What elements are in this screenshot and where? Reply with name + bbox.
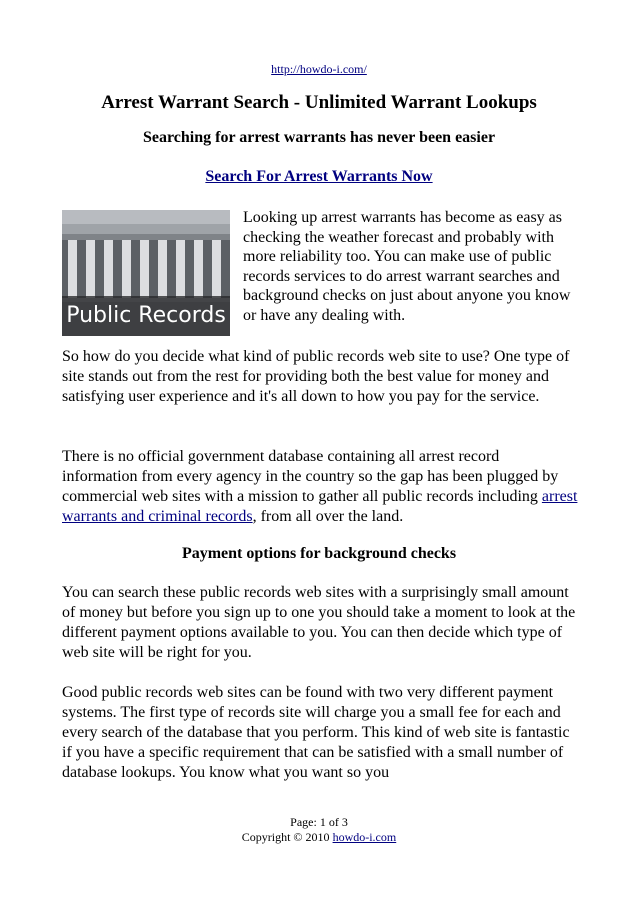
public-records-image <box>62 210 230 336</box>
intro-paragraph: Looking up arrest warrants has become as easy as checking the weather forecast and probably with more reliability too. You can make use of public records services to do arrest warrant searches and background checks on just about anyone you know or have any dealing with. <box>243 209 571 324</box>
arrest-warrants-link[interactable]: arrest warrants and criminal records <box>62 488 578 525</box>
copyright-text: Copyright © 2010 <box>241 830 333 844</box>
paragraph: Good public records web sites can be found with two very different payment systems. The first type of records site will charge you a small fee for each and every search of the database that you perform. This kind of web site is fantastic if you have a specific requirement that can be satisfied with a small number of database lookups. You know what you want so you <box>62 684 570 781</box>
copyright <box>0 830 638 845</box>
footer-site-link[interactable]: howdo-i.com <box>332 830 397 844</box>
site-url-link[interactable]: http://howdo-i.com/ <box>271 62 367 76</box>
page-title: Arrest Warrant Search - Unlimited Warrant Lookups <box>101 92 537 113</box>
paragraph: So how do you decide what kind of public records web site to use? One type of site stands out from the rest for providing both the best value for money and satisfying user experience and it's all down to how you pay for the service. <box>62 348 570 405</box>
page-subtitle: Searching for arrest warrants has never been easier <box>142 129 496 146</box>
page-number: Page: 1 of 3 <box>290 815 348 829</box>
paragraph: You can search these public records web sites with a surprisingly small amount of money but before you sign up to one you should take a moment to look at the different payment options available to you. You can then decide which type of web site will be right for you. <box>62 584 576 661</box>
public-records-label: Public Records <box>62 296 230 336</box>
paragraph <box>62 447 578 527</box>
paragraph-text: There is no official government database containing all arrest record information from every agency in the country so the gap has been plugged by commercial web sites with a mission to gather all public records including <box>62 448 559 505</box>
paragraph-text: , from all over the land. <box>252 508 404 525</box>
search-warrants-link[interactable]: Search For Arrest Warrants Now <box>205 168 433 185</box>
section-heading: Payment options for background checks <box>181 545 457 562</box>
